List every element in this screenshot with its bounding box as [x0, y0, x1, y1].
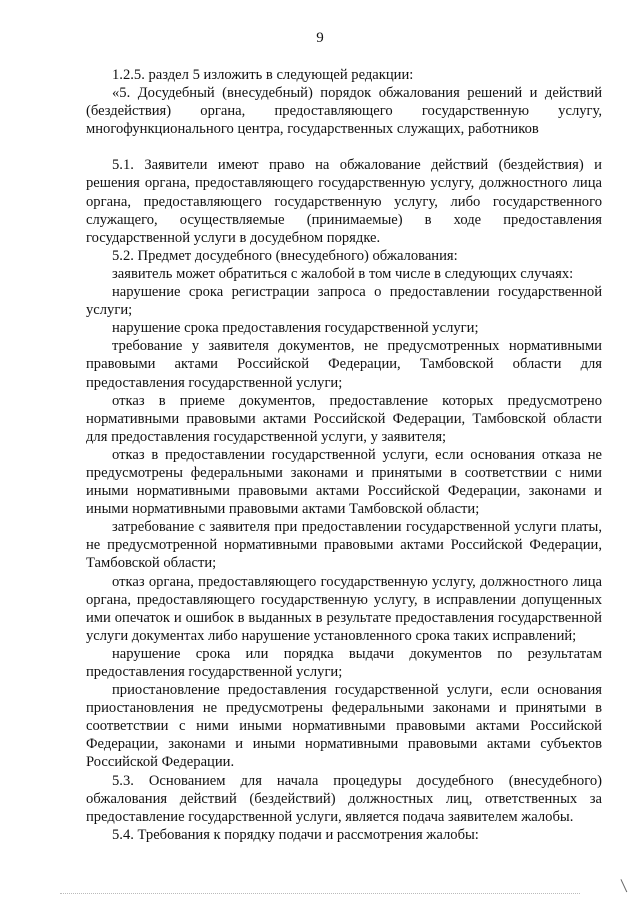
list-item: отказ в предоставлении государственной услуги, если основания отказа не предусмотрены федеральными законами и принятыми в соответствии с ними иными нормативными правовыми актами Российской Федерации, законами и иными нормативными правовыми актами Тамбовской области; — [86, 446, 602, 518]
document-body — [86, 66, 602, 844]
scan-artifact-mark — [620, 876, 634, 892]
list-item: приостановление предоставления государственной услуги, если основания приостановления не предусмотрены федеральными законами и принятыми в соответствии с ними иными нормативными правовыми актами Российской Федерации, законами и иными нормативными правовыми актами субъектов Российской Федерации. — [86, 682, 602, 771]
page-number: 9 — [316, 30, 324, 46]
paragraph-5-2: 5.2. Предмет досудебного (внесудебного) обжалования: — [112, 247, 458, 264]
scan-artifact-line — [60, 893, 580, 896]
paragraph-5-3: 5.3. Основанием для начала процедуры досудебного (внесудебного) обжалования действий (бездействий) должностных лиц, ответственных за предоставление государственной услуги, является подача заявителем жалобы. — [86, 772, 602, 825]
paragraph-5-4: 5.4. Требования к порядку подачи и рассмотрения жалобы: — [112, 826, 479, 843]
list-item: требование у заявителя документов, не предусмотренных нормативными правовыми актами Российской Федерации, Тамбовской области для предоставления государственной услуги; — [86, 338, 602, 391]
list-item: отказ органа, предоставляющего государственную услугу, должностного лица органа, предоставляющего государственную услугу, в исправлении допущенных ими опечаток и ошибок в выданных в результате предоставления государственной услуги документах либо нарушение установленного срока таких исправлений; — [86, 573, 602, 644]
list-item: отказ в приеме документов, предоставление которых предусмотрено нормативными правовыми актами Российской Федерации, Тамбовской области для предоставления государственной услуги, у заявителя; — [86, 392, 602, 445]
complaint-cases-intro: заявитель может обратиться с жалобой в том числе в следующих случаях: — [112, 265, 574, 282]
paragraph-gap — [86, 138, 602, 156]
paragraph-1-2-5: 1.2.5. раздел 5 изложить в следующей редакции: — [112, 67, 414, 83]
section-5-heading: «5. Досудебный (внесудебный) порядок обжалования решений и действий (бездействия) органа, предоставляющего государственную услугу, многофункционального центра, государственных служащих, работников — [86, 85, 602, 138]
list-item: затребование с заявителя при предоставлении государственной услуги платы, не предусмотренной нормативными правовыми актами Российской Федерации, Тамбовской области; — [86, 519, 602, 572]
list-item: нарушение срока предоставления государственной услуги; — [112, 320, 479, 337]
paragraph-5-1: 5.1. Заявители имеют право на обжалование действий (бездействия) и решения органа, предоставляющего государственную услугу, должностного лица органа, предоставляющего государственную услугу, либо государственного служащего, осуществляемые (принимаемые) в ходе предоставления государственной услуги в досудебном порядке. — [86, 157, 602, 246]
list-item: нарушение срока регистрации запроса о предоставлении государственной услуги; — [86, 284, 602, 319]
list-item: нарушение срока или порядка выдачи документов по результатам предоставления государственной услуги; — [86, 645, 602, 680]
